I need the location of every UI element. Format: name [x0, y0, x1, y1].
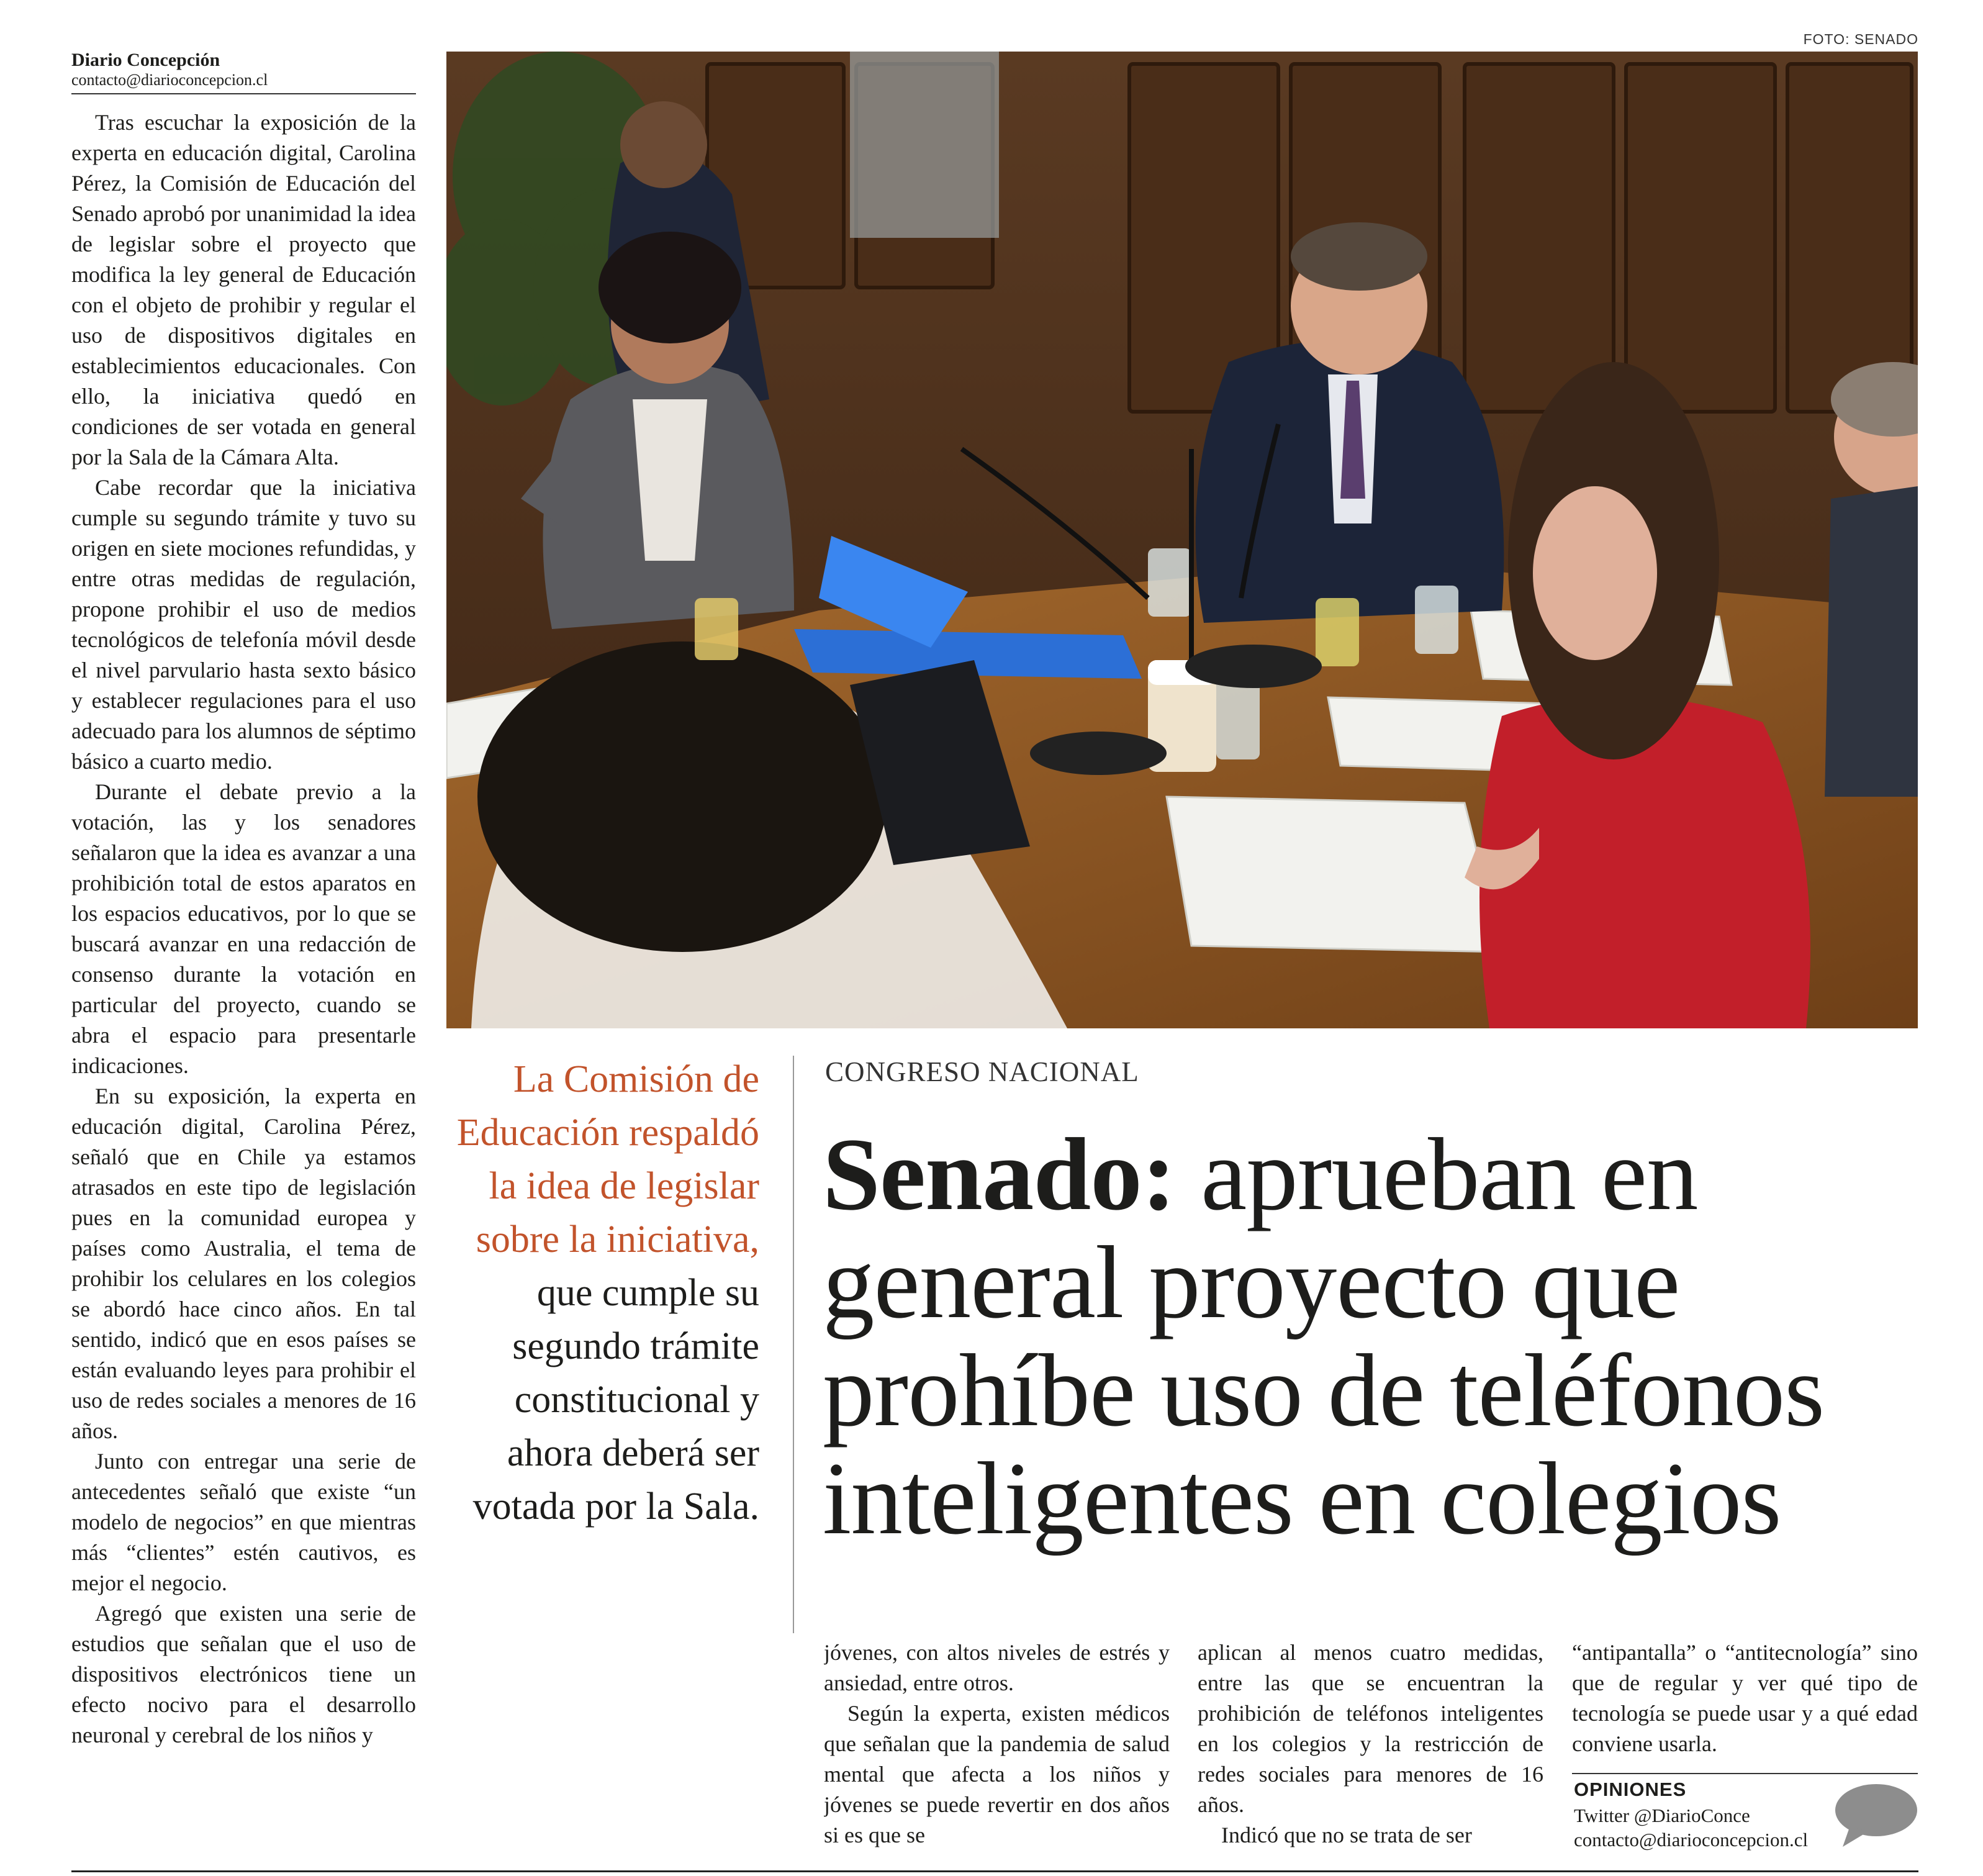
photo-credit: FOTO: SENADO: [1803, 31, 1918, 47]
opinions-email: contacto@diarioconcepcion.cl: [1574, 1829, 1809, 1851]
paragraph: En su exposición, la experta en educación digital, Carolina Pérez, señaló que en Chile ya estamos atrasados en este tipo de legislación pues en la comunidad europea y países como Australia, el tema de prohibir los celulares en los colegios se abordó hace cinco años. En tal sentido, indicó que en esos países se están evaluando leyes para prohibir el uso de redes sociales a menores de 16 años.: [71, 1084, 416, 1443]
headline-rest: aprueban en general proyecto que prohíbe uso de teléfonos inteligentes en colegios: [823, 1117, 1825, 1556]
byline-name: Diario Concepción: [71, 50, 220, 70]
paragraph: Agregó que existen una serie de estudios que señalan que el uso de dispositivos electrónicos tiene un efecto nocivo para el desarrollo neuronal y cerebral de los niños y: [71, 1601, 416, 1747]
column-divider: [793, 1056, 794, 1633]
headline: [823, 1117, 1928, 1556]
article-column-1: [824, 1638, 1170, 1849]
page-bottom-rule: [71, 1870, 1918, 1872]
paragraph: Junto con entregar una serie de antecedentes señaló que existe “un modelo de negocios” en que mientras más “clientes” estén cautivos, es mejor el negocio.: [71, 1449, 416, 1595]
paragraph: Cabe recordar que la iniciativa cumple su segundo trámite y tuvo su origen en siete mociones refundidas, y entre otras medidas de regulación, propone prohibir el uso de medios tecnológicos de telefonía móvil desde el nivel parvulario hasta sexto básico y establecer regulaciones para el uso adecuado para los alumnos de séptimo básico a cuarto medio.: [71, 475, 416, 774]
byline: [71, 50, 416, 94]
paragraph: jóvenes, con altos niveles de estrés y ansiedad, entre otros.: [824, 1640, 1170, 1695]
paragraph: aplican al menos cuatro medidas, entre las que se encuentran la prohibición de teléfonos inteligentes en los colegios y la restricción de redes sociales para menores de 16 años.: [1198, 1640, 1543, 1817]
speech-bubble-icon: [1832, 1782, 1918, 1851]
article-column-2: [1198, 1638, 1543, 1849]
left-column-text: [71, 107, 416, 1846]
pull-quote-rest: que cumple su segundo trámite constitucional y ahora deberá ser votada por la Sala.: [472, 1272, 759, 1528]
news-photo: [446, 52, 1918, 1028]
paragraph: Según la experta, existen médicos que señalan que la pandemia de salud mental que afecta a los niños y jóvenes se puede revertir en dos años si es que se: [824, 1701, 1170, 1847]
paragraph: “antipantalla” o “antitecnología” sino que de regular y ver qué tipo de tecnología se puede usar y a qué edad conviene usarla.: [1572, 1640, 1918, 1756]
paragraph: Indicó que no se trata de ser: [1221, 1823, 1472, 1847]
pull-quote: [446, 1053, 759, 1533]
paragraph: Durante el debate previo a la votación, las y los senadores señalaron que la idea es avanzar a una prohibición total de estos aparatos en los espacios educativos, por lo que se buscará avanzar en una redacción de consenso durante la votación en particular del proyecto, cuando se abra el espacio para presentarle indicaciones.: [71, 779, 416, 1078]
opinions-rule: [1572, 1773, 1918, 1774]
pull-quote-highlight: La Comisión de Educación respaldó la idea de legislar sobre la iniciativa,: [456, 1058, 759, 1261]
opinions-title: OPINIONES: [1574, 1779, 1687, 1800]
section-kicker: CONGRESO NACIONAL: [825, 1056, 1139, 1087]
paragraph: Tras escuchar la exposición de la experta en educación digital, Carolina Pérez, la Comisión de Educación del Senado aprobó por unanimidad la idea de legislar sobre el proyecto que modifica la ley general de Educación con el objeto de prohibir y regular el uso de dispositivos digitales en establecimientos educacionales. Con ello, la iniciativa quedó en condiciones de ser votada en general por la Sala de la Cámara Alta.: [71, 110, 416, 469]
byline-email: contacto@diarioconcepcion.cl: [71, 71, 268, 89]
opinions-twitter: Twitter @DiarioConce: [1574, 1805, 1750, 1826]
article-column-3: [1572, 1638, 1918, 1765]
headline-lead: Senado:: [823, 1117, 1176, 1232]
